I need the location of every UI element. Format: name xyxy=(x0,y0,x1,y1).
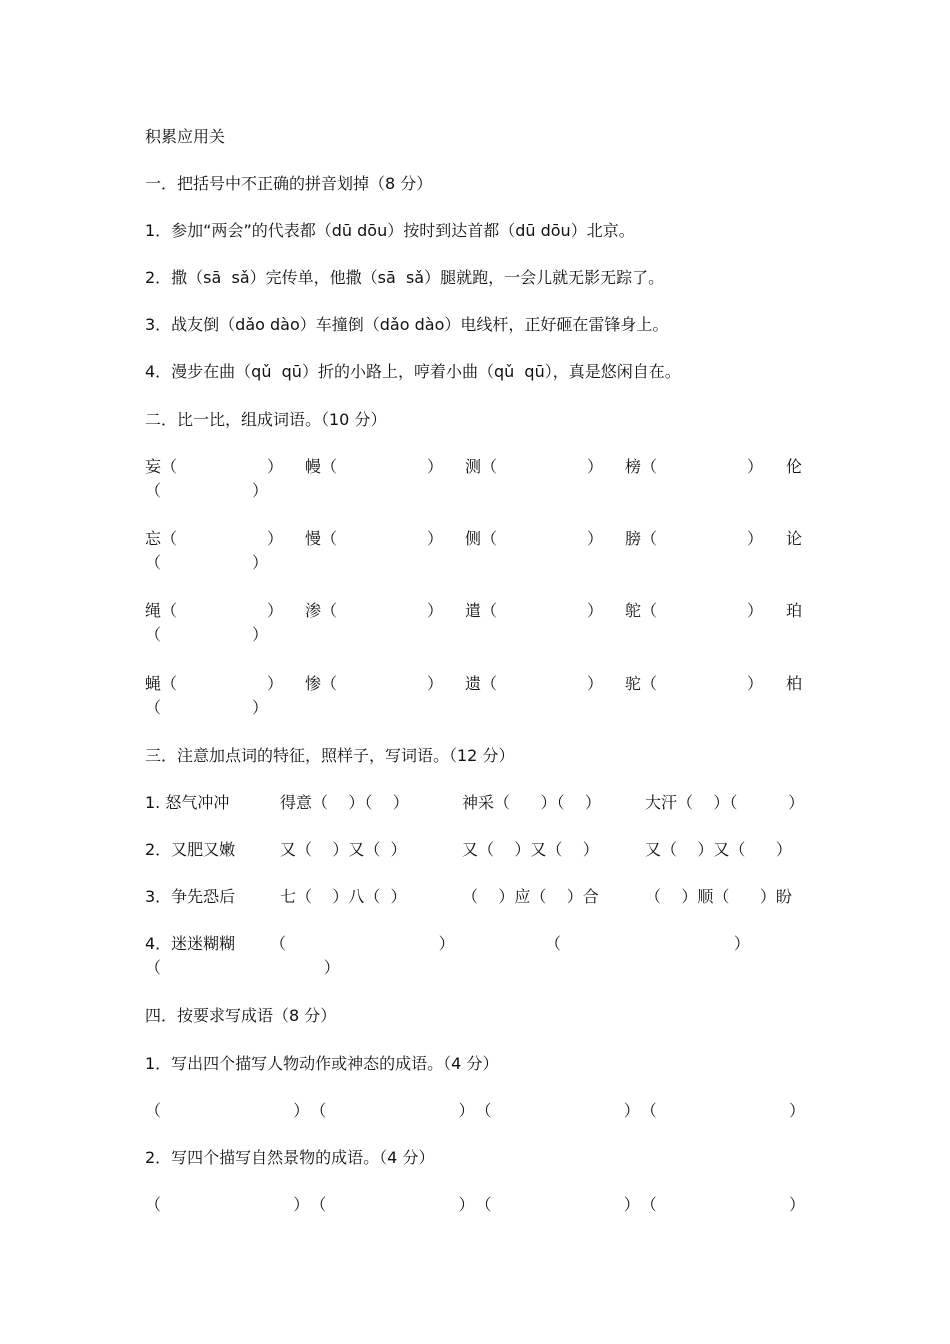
q4-answer-row-1 xyxy=(145,1101,805,1121)
q2-char: 幔（ xyxy=(305,457,338,476)
q2-blank-close[interactable]: ） xyxy=(747,674,764,693)
answer-blank[interactable]: （ ） xyxy=(145,1101,310,1120)
q2-blank-close[interactable]: ） xyxy=(252,481,269,500)
q2-char: 忘（ xyxy=(145,529,178,548)
q2-char: 榜（ xyxy=(625,457,658,476)
q3-blank[interactable]: 神采（ ）（ ） xyxy=(462,793,601,812)
q3-example: 4．迷迷糊糊 xyxy=(145,934,236,953)
q2-char: 鸵（ xyxy=(625,601,658,620)
q1-item-2: 2．撒（sā sǎ）完传单，他撒（sā sǎ）腿就跑，一会儿就无影无踪了。 xyxy=(145,268,665,287)
q2-blank-close[interactable]: ） xyxy=(427,457,444,476)
q2-blank-close[interactable]: ） xyxy=(587,457,604,476)
q2-char: 蝇（ xyxy=(145,674,178,693)
q2-char: 论 xyxy=(786,529,803,548)
q2-blank-close[interactable]: ） xyxy=(267,529,284,548)
q2-blank-close[interactable]: ） xyxy=(267,674,284,693)
q3-example: 3．争先恐后 xyxy=(145,887,236,906)
q3-blank[interactable]: （ ） xyxy=(545,934,750,953)
q2-blank-open: （ xyxy=(145,625,162,644)
q4-sub2: 2．写四个描写自然景物的成语。（4 分） xyxy=(145,1148,435,1167)
q3-blank[interactable]: 又（ ）又（ ） xyxy=(462,840,599,859)
q2-char: 惨（ xyxy=(305,674,338,693)
q2-char: 遗（ xyxy=(465,674,498,693)
q3-example: 2．又肥又嫩 xyxy=(145,840,236,859)
q2-blank-close[interactable]: ） xyxy=(747,529,764,548)
answer-blank[interactable]: （ ） xyxy=(640,1195,805,1214)
q2-char: 伦 xyxy=(786,457,803,476)
q3-blank[interactable]: 七（ ）八（ ） xyxy=(280,887,407,906)
q2-blank-close[interactable]: ） xyxy=(252,553,269,572)
q2-char: 绳（ xyxy=(145,601,178,620)
q2-char: 测（ xyxy=(465,457,498,476)
q4-answer-row-2 xyxy=(145,1195,805,1215)
q2-blank-close[interactable]: ） xyxy=(267,601,284,620)
q2-blank-close[interactable]: ） xyxy=(267,457,284,476)
q3-blank[interactable]: （ ） xyxy=(145,958,340,977)
q2-char: 侧（ xyxy=(465,529,498,548)
q2-char: 驼（ xyxy=(625,674,658,693)
q3-blank[interactable]: 又（ ）又（ ） xyxy=(645,840,792,859)
section-title: 积累应用关 xyxy=(145,127,226,146)
q2-char: 膀（ xyxy=(625,529,658,548)
q2-blank-close[interactable]: ） xyxy=(747,601,764,620)
q2-char: 慢（ xyxy=(305,529,338,548)
answer-blank[interactable]: （ ） xyxy=(310,1195,475,1214)
q1-item-3: 3．战友倒（dǎo dào）车撞倒（dǎo dào）电线杆，正好砸在雷锋身上。 xyxy=(145,315,669,334)
q3-example: 1. 怒气冲冲 xyxy=(145,793,230,812)
answer-blank[interactable]: （ ） xyxy=(475,1101,640,1120)
answer-blank[interactable]: （ ） xyxy=(145,1195,310,1214)
answer-blank[interactable]: （ ） xyxy=(310,1101,475,1120)
q2-blank-open: （ xyxy=(145,481,162,500)
q3-blank[interactable]: 得意（ ）（ ） xyxy=(280,793,409,812)
q4-sub1: 1．写出四个描写人物动作或神态的成语。（4 分） xyxy=(145,1054,499,1073)
q2-blank-close[interactable]: ） xyxy=(427,674,444,693)
q1-item-4: 4．漫步在曲（qǔ qū）折的小路上，哼着小曲（qǔ qū），真是悠闲自在。 xyxy=(145,362,681,381)
q2-char: 柏 xyxy=(786,674,803,693)
q2-blank-close[interactable]: ） xyxy=(252,698,269,717)
q2-blank-close[interactable]: ） xyxy=(427,529,444,548)
q2-blank-open: （ xyxy=(145,698,162,717)
q2-char: 遣（ xyxy=(465,601,498,620)
q2-char: 珀 xyxy=(786,601,803,620)
q2-blank-close[interactable]: ） xyxy=(252,625,269,644)
q2-blank-open: （ xyxy=(145,553,162,572)
q2-blank-close[interactable]: ） xyxy=(587,601,604,620)
q3-blank[interactable]: （ ） xyxy=(270,934,455,953)
q3-blank[interactable]: 又（ ）又（ ） xyxy=(280,840,407,859)
q2-char: 渗（ xyxy=(305,601,338,620)
answer-blank[interactable]: （ ） xyxy=(475,1195,640,1214)
q2-blank-close[interactable]: ） xyxy=(747,457,764,476)
q3-blank[interactable]: 大汗（ ）（ ） xyxy=(645,793,805,812)
answer-blank[interactable]: （ ） xyxy=(640,1101,805,1120)
q4-heading: 四．按要求写成语（8 分） xyxy=(145,1006,337,1025)
q2-heading: 二．比一比，组成词语。（10 分） xyxy=(145,410,387,429)
q3-blank[interactable]: （ ）顺（ ）盼 xyxy=(645,887,792,906)
q2-blank-close[interactable]: ） xyxy=(587,674,604,693)
q1-heading: 一．把括号中不正确的拼音划掉（8 分） xyxy=(145,174,433,193)
q1-item-1: 1．参加“两会”的代表都（dū dōu）按时到达首都（dū dōu）北京。 xyxy=(145,221,635,240)
q2-blank-close[interactable]: ） xyxy=(587,529,604,548)
q2-char: 妄（ xyxy=(145,457,178,476)
q3-heading: 三．注意加点词的特征，照样子，写词语。（12 分） xyxy=(145,746,515,765)
q2-blank-close[interactable]: ） xyxy=(427,601,444,620)
q3-blank[interactable]: （ ）应（ ）合 xyxy=(462,887,599,906)
